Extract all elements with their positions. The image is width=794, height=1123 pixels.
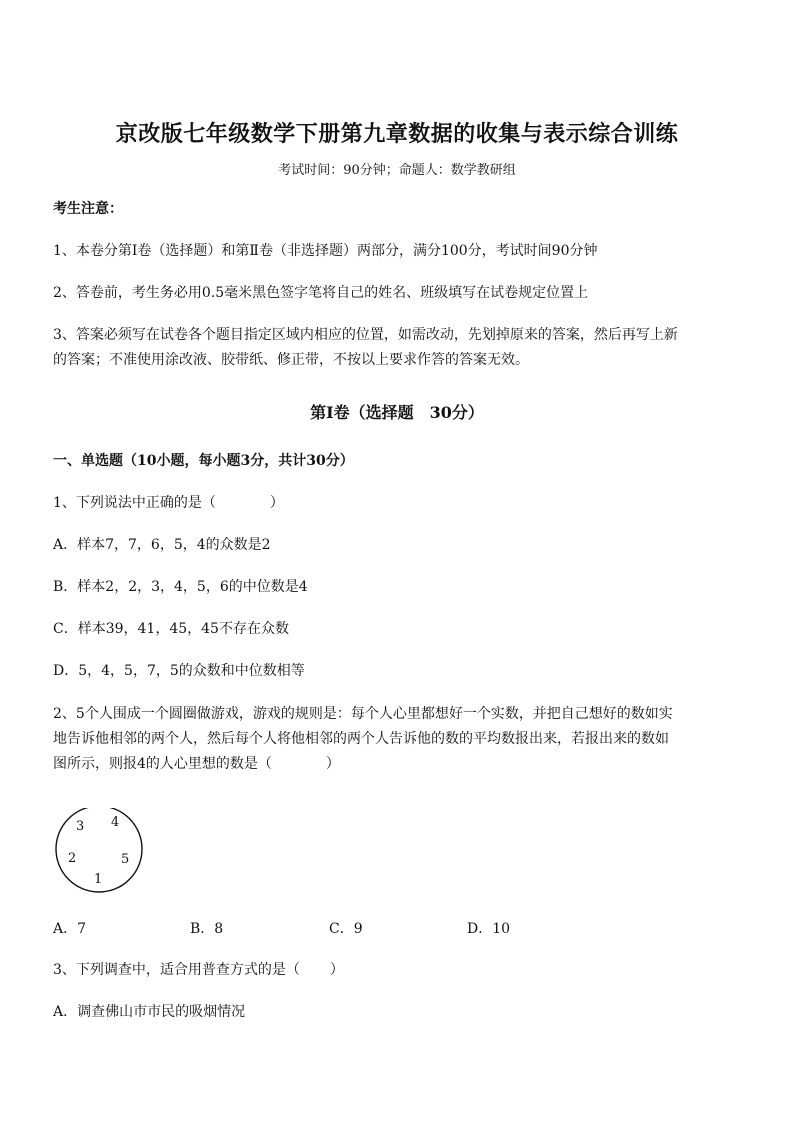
figure-number-3: 3 [76,819,85,834]
question-3-stem [53,960,344,980]
figure-number-1: 1 [94,872,103,887]
question-2-line-3-close: ） [325,756,340,772]
question-1-option-a: A．样本7，7，6，5，4的众数是2 [53,537,271,553]
question-3-stem-text: 3、下列调查中，适合用普查方式的是（ [53,962,300,978]
part-heading: 一、单选题（10小题，每小题3分，共计30分） [53,453,354,469]
question-1-option-c: C．样本39，41，45，45不存在众数 [53,621,289,637]
figure-number-2: 2 [68,851,77,866]
notice-item-3-continued: 的答案；不准使用涂改液、胶带纸、修正带，不按以上要求作答的答案无效。 [53,352,529,368]
figure-number-5: 5 [121,852,130,867]
question-1-stem [53,493,284,513]
notice-item-3: 3、答案必须写在试卷各个题目指定区域内相应的位置，如需改动，先划掉原来的答案，然后再写上新 [53,327,678,343]
question-2-option-c: C．9 [329,921,363,937]
question-2-option-b: B．8 [190,921,224,937]
figure-number-4: 4 [111,815,120,830]
page-title: 京改版七年级数学下册第九章数据的收集与表示综合训练 [115,121,679,147]
notice-item-1: 1、本卷分第Ⅰ卷（选择题）和第Ⅱ卷（非选择题）两部分，满分100分，考试时间90分钟 [53,243,598,259]
question-2-line-3-text: 图所示，则报4的人心里想的数是（ [53,756,272,772]
notice-item-2: 2、答卷前，考生务必用0.5毫米黑色签字笔将自己的姓名、班级填写在试卷规定位置上 [53,285,589,301]
question-2-line-3 [53,754,340,774]
question-1-stem-text: 1、下列说法中正确的是（ [53,495,216,511]
circle-figure [50,808,150,894]
question-1-option-d: D．5，4，5，7，5的众数和中位数相等 [53,663,305,679]
question-3-option-a: A．调查佛山市市民的吸烟情况 [53,1004,246,1020]
question-1-stem-close: ） [269,495,284,511]
question-2-line-2: 地告诉他相邻的两个人，然后每个人将他相邻的两个人告诉他的数的平均数报出来，若报出来的数如 [53,731,669,747]
question-2-option-d: D．10 [467,921,511,937]
question-2-line-1: 2、5个人围成一个圆圈做游戏，游戏的规则是：每个人心里都想好一个实数，并把自己想好的数如实 [53,706,673,722]
section-title: 第Ⅰ卷（选择题 30分） [310,403,484,422]
question-3-stem-close: ） [329,962,344,978]
question-1-option-b: B．样本2，2，3，4，5，6的中位数是4 [53,579,308,595]
page-subtitle: 考试时间：90分钟；命题人：数学教研组 [278,163,516,178]
question-2-option-a: A．7 [53,921,87,937]
notice-heading: 考生注意： [53,201,123,217]
